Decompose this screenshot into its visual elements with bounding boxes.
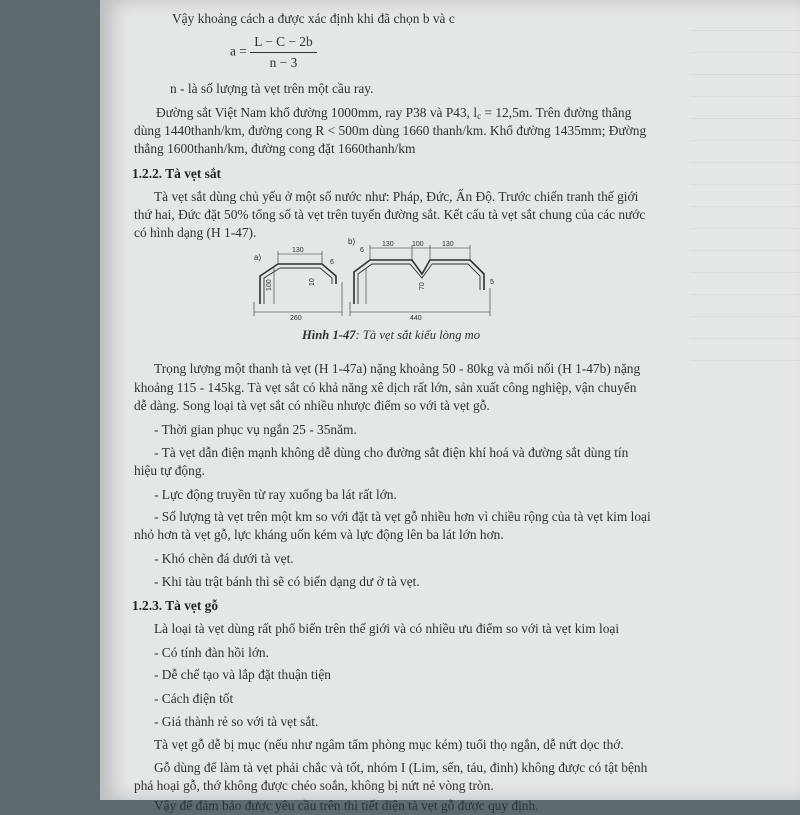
dim-b-top-right: 130 bbox=[442, 241, 454, 248]
disadvantage-4-line-2: nhỏ hơn tà vẹt gỗ, lực kháng uốn kém và lực động lên ba lát lớn hơn. bbox=[134, 527, 504, 542]
formula bbox=[230, 34, 317, 71]
rail-para-subscript: c bbox=[477, 111, 482, 121]
disadvantage-3: - Lực động truyền từ ray xuống ba lát rất lớn. bbox=[154, 487, 397, 502]
section-122-line-1: Tà vẹt sắt dùng chủ yếu ở một số nước như: Pháp, Đức, Ấn Độ. Trước chiến tranh thế giới bbox=[154, 189, 639, 204]
note-2-line-2: phá hoại gỗ, thớ không được chéo soắn, không bị nứt nẻ vòng tròn. bbox=[134, 778, 494, 793]
disadvantage-1: - Thời gian phục vụ ngắn 25 - 35năm. bbox=[154, 422, 357, 437]
disadvantage-6: - Khi tàu trật bánh thì sẽ có biến dạng dư ở tà vẹt. bbox=[154, 574, 420, 589]
sleeper-b-profile bbox=[354, 260, 484, 304]
rail-para-line-2: dùng 1440thanh/km, đường cong R < 500m dùng 1660 thanh/km. Khổ đường 1435mm; Đường bbox=[134, 123, 647, 138]
formula-fraction bbox=[250, 34, 317, 71]
weight-line-3: dễ dàng. Song loại tà vẹt sắt có nhiều nhược điểm so với tà vẹt gỗ. bbox=[134, 398, 490, 413]
dim-b-height: 70 bbox=[419, 282, 426, 290]
figure-1-47 bbox=[250, 238, 550, 320]
dim-a-thickness: 6 bbox=[330, 259, 334, 266]
caption-text: : Tà vẹt sắt kiểu lòng mo bbox=[355, 328, 481, 342]
note-3: Vậy để đảm bảo được yêu cầu trên thì tiết diện tà vẹt gỗ được quy định. bbox=[154, 798, 539, 813]
advantage-3: - Cách điện tốt bbox=[154, 691, 234, 706]
weight-line-1: Trọng lượng một thanh tà vẹt (H 1-47a) nặng khoảng 50 - 80kg và mối nối (H 1-47b) nặng bbox=[154, 361, 641, 376]
advantage-4: - Giá thành rẻ so với tà vẹt sắt. bbox=[154, 714, 319, 729]
figure-caption bbox=[302, 328, 480, 343]
formula-lhs: a = bbox=[230, 43, 247, 59]
rail-para-line-3: thẳng 1600thanh/km, đường cong đặt 1660thanh/km bbox=[134, 141, 416, 156]
disadvantage-2-line-1: - Tà vẹt dẫn điện mạnh không dễ dùng cho đường sắt điện khí hoá và đường sắt dùng tín bbox=[154, 445, 629, 460]
disadvantage-5: - Khó chèn đá dưới tà vẹt. bbox=[154, 551, 294, 566]
disadvantage-4-line-1: - Số lượng tà vẹt trên một km so với đặt tà vẹt gỗ nhiều hơn vì chiều rộng của tà vẹt kim loại bbox=[154, 509, 651, 524]
weight-line-2: khoảng 115 - 145kg. Tà vẹt sắt có khả năng xê dịch rất lớn, sản xuất công nghiệp, vận chuyển bbox=[134, 380, 637, 395]
formula-numerator: L − C − 2b bbox=[250, 34, 317, 53]
intro-line: Vậy khoảng cách a được xác định khi đã chọn b và c bbox=[172, 11, 455, 26]
note-1: Tà vẹt gỗ dễ bị mục (nếu như ngâm tẩm phòng mục kém) tuổi thọ ngắn, dễ nứt dọc thớ. bbox=[154, 737, 624, 752]
dim-a-height: 100 bbox=[266, 279, 273, 291]
rail-para-line-1-post: = 12,5m. Trên đường thẳng bbox=[481, 105, 632, 120]
disadvantage-2-line-2: hiệu tự động. bbox=[134, 463, 205, 478]
advantage-2: - Dễ chế tạo và lắp đặt thuận tiện bbox=[154, 667, 331, 682]
dim-b-top-mid: 100 bbox=[412, 241, 424, 248]
heading-1-2-3: 1.2.3. Tà vẹt gỗ bbox=[132, 598, 219, 613]
section-122-line-3: có hình dạng (H 1-47). bbox=[134, 225, 257, 240]
bleed-through-shadow bbox=[690, 30, 800, 370]
caption-label: Hình 1-47 bbox=[302, 328, 356, 342]
formula-denominator: n − 3 bbox=[269, 55, 298, 70]
dim-b-top-left: 130 bbox=[382, 241, 394, 248]
dim-a-width: 260 bbox=[290, 315, 302, 322]
dim-a-web: 10 bbox=[309, 278, 316, 286]
heading-1-2-2: 1.2.2. Tà vẹt sắt bbox=[132, 166, 222, 181]
section-123-intro: Là loại tà vẹt dùng rất phổ biến trên thế giới và có nhiều ưu điểm so với tà vẹt kim loại bbox=[154, 621, 620, 636]
rail-para-line-1-pre: Đường sắt Việt Nam khổ đường 1000mm, ray P38 và P43, l bbox=[156, 105, 478, 120]
book-page bbox=[100, 0, 800, 813]
advantage-1: - Có tính đàn hồi lớn. bbox=[154, 645, 269, 660]
dim-a-top: 130 bbox=[292, 247, 304, 254]
dim-b-thickness: 6 bbox=[360, 247, 364, 254]
dim-b-flange: 5 bbox=[490, 279, 494, 286]
note-2-line-1: Gỗ dùng để làm tà vẹt phải chắc và tốt, nhóm I (Lim, sến, táu, đinh) không được có tật bệnh bbox=[154, 760, 648, 775]
fig-label-b: b) bbox=[348, 237, 356, 246]
fig-label-a: a) bbox=[254, 253, 262, 262]
sleeper-b-dimensions bbox=[350, 245, 490, 316]
dim-b-width: 440 bbox=[410, 315, 422, 322]
section-122-line-2: thứ hai, Đức đặt 50% tổng số tà vẹt trên tuyến đường sắt. Kết cấu tà vẹt sắt chung của các nước bbox=[134, 207, 646, 222]
n-definition: n - là số lượng tà vẹt trên một cầu ray. bbox=[170, 81, 374, 96]
